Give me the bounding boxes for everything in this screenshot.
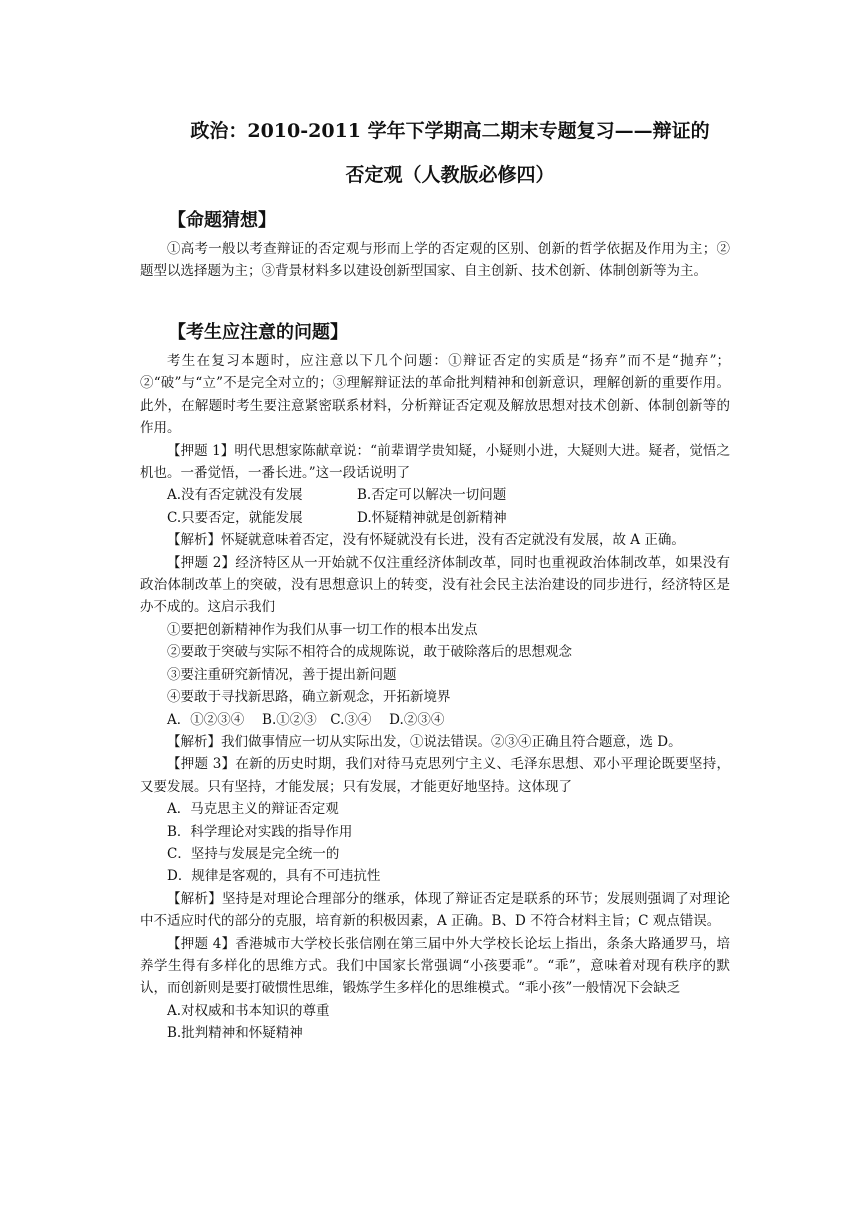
- question-2-options: A．①②③④ B.①②③ C.③④ D.②③④: [167, 711, 445, 728]
- question-3-option-d: D．规律是客观的，具有不可违抗性: [167, 868, 381, 885]
- question-2-item-3: ③要注重研究新情况，善于提出新问题: [167, 666, 397, 683]
- section-notes-body: [140, 350, 730, 1045]
- question-4-option-b: B.批判精神和怀疑精神: [167, 1025, 303, 1042]
- question-3-option-b: B．科学理论对实践的指导作用: [167, 823, 353, 840]
- question-3-stem: 【押题 3】在新的历史时期，我们对待马克思列宁主义、毛泽东思想、邓小平理论既要坚持，又要发展。只有坚持，才能发展；只有发展，才能更好地坚持。这体现了: [140, 756, 730, 795]
- question-3-option-a: A．马克思主义的辩证否定观: [167, 801, 339, 818]
- question-3-option-c: C．坚持与发展是完全统一的: [167, 845, 340, 862]
- question-2-stem: 【押题 2】经济特区从一开始就不仅注重经济体制改革，同时也重视政治体制改革，如果没有政治体制改革上的突破，没有思想意识上的转变，没有社会民主法治建设的同步进行，经济特区是办不成的。这启示我们: [140, 554, 730, 616]
- question-1-option-d: D.怀疑精神就是创新精神: [357, 509, 507, 526]
- section-heading-prediction: 【命题猜想】: [168, 210, 276, 231]
- question-1-option-b: B.否定可以解决一切问题: [357, 487, 507, 504]
- question-1-option-a: A.没有否定就没有发展: [167, 487, 303, 504]
- question-2-item-4: ④要敢于寻找新思路，确立新观念，开拓新境界: [167, 689, 451, 706]
- question-4-stem: 【押题 4】香港城市大学校长张信刚在第三届中外大学校长论坛上指出，条条大路通罗马，培养学生得有多样化的思维方式。我们中国家长常强调“小孩要乖”。“乖”，意味着对现有秩序的默认，而创新则是要打破惯性思维，锻炼学生多样化的思维模式。“乖小孩”一般情况下会缺乏: [140, 935, 730, 997]
- prediction-paragraph: ①高考一般以考查辩证的否定观与形而上学的否定观的区别、创新的哲学依据及作用为主；②题型以选择题为主；③背景材料多以建设创新型国家、自主创新、技术创新、体制创新等为主。: [140, 241, 730, 280]
- question-2-item-2: ②要敢于突破与实际不相符合的成规陈说，敢于破除落后的思想观念: [167, 644, 572, 661]
- question-1-option-c: C.只要否定，就能发展: [167, 509, 303, 526]
- notes-intro-paragraph: 考生在复习本题时，应注意以下几个问题：①辩证否定的实质是“扬弃”而不是“抛弃”；②“破”与“立”不是完全对立的；③理解辩证法的革命批判精神和创新意识，理解创新的重要作用。此外，在解题时考生要注意紧密联系材料，分析辩证否定观及解放思想对技术创新、体制创新等的作用。: [140, 353, 730, 437]
- section-prediction-body: [140, 238, 730, 283]
- question-1-stem: 【押题 1】明代思想家陈献章说：“前辈谓学贵知疑，小疑则小进，大疑则大进。疑者，觉悟之机也。一番觉悟，一番长进。”这一段话说明了: [140, 442, 730, 482]
- question-1-analysis: 【解析】怀疑就意味着否定，没有怀疑就没有长进，没有否定就没有发展，故 A 正确。: [167, 532, 685, 549]
- question-2-analysis: 【解析】我们做事情应一切从实际出发，①说法错误。②③④正确且符合题意，选 D。: [167, 733, 682, 750]
- document-title-line2: 否定观（人教版必修四）: [345, 164, 555, 186]
- section-heading-notes: 【考生应注意的问题】: [168, 322, 348, 343]
- question-2-item-1: ①要把创新精神作为我们从事一切工作的根本出发点: [167, 621, 478, 638]
- document-title-line1: 政治：2010-2011 学年下学期高二期末专题复习——辩证的: [190, 120, 710, 142]
- question-1-options-row2: [140, 507, 730, 529]
- question-3-analysis: 【解析】坚持是对理论合理部分的继承，体现了辩证否定是联系的环节；发展则强调了对理论中不适应时代的部分的克服，培育新的积极因素，A 正确。B、D 不符合材料主旨；C 观点错误。: [140, 890, 730, 930]
- question-1-options-row1: [140, 484, 730, 506]
- question-4-option-a: A.对权威和书本知识的尊重: [167, 1002, 330, 1019]
